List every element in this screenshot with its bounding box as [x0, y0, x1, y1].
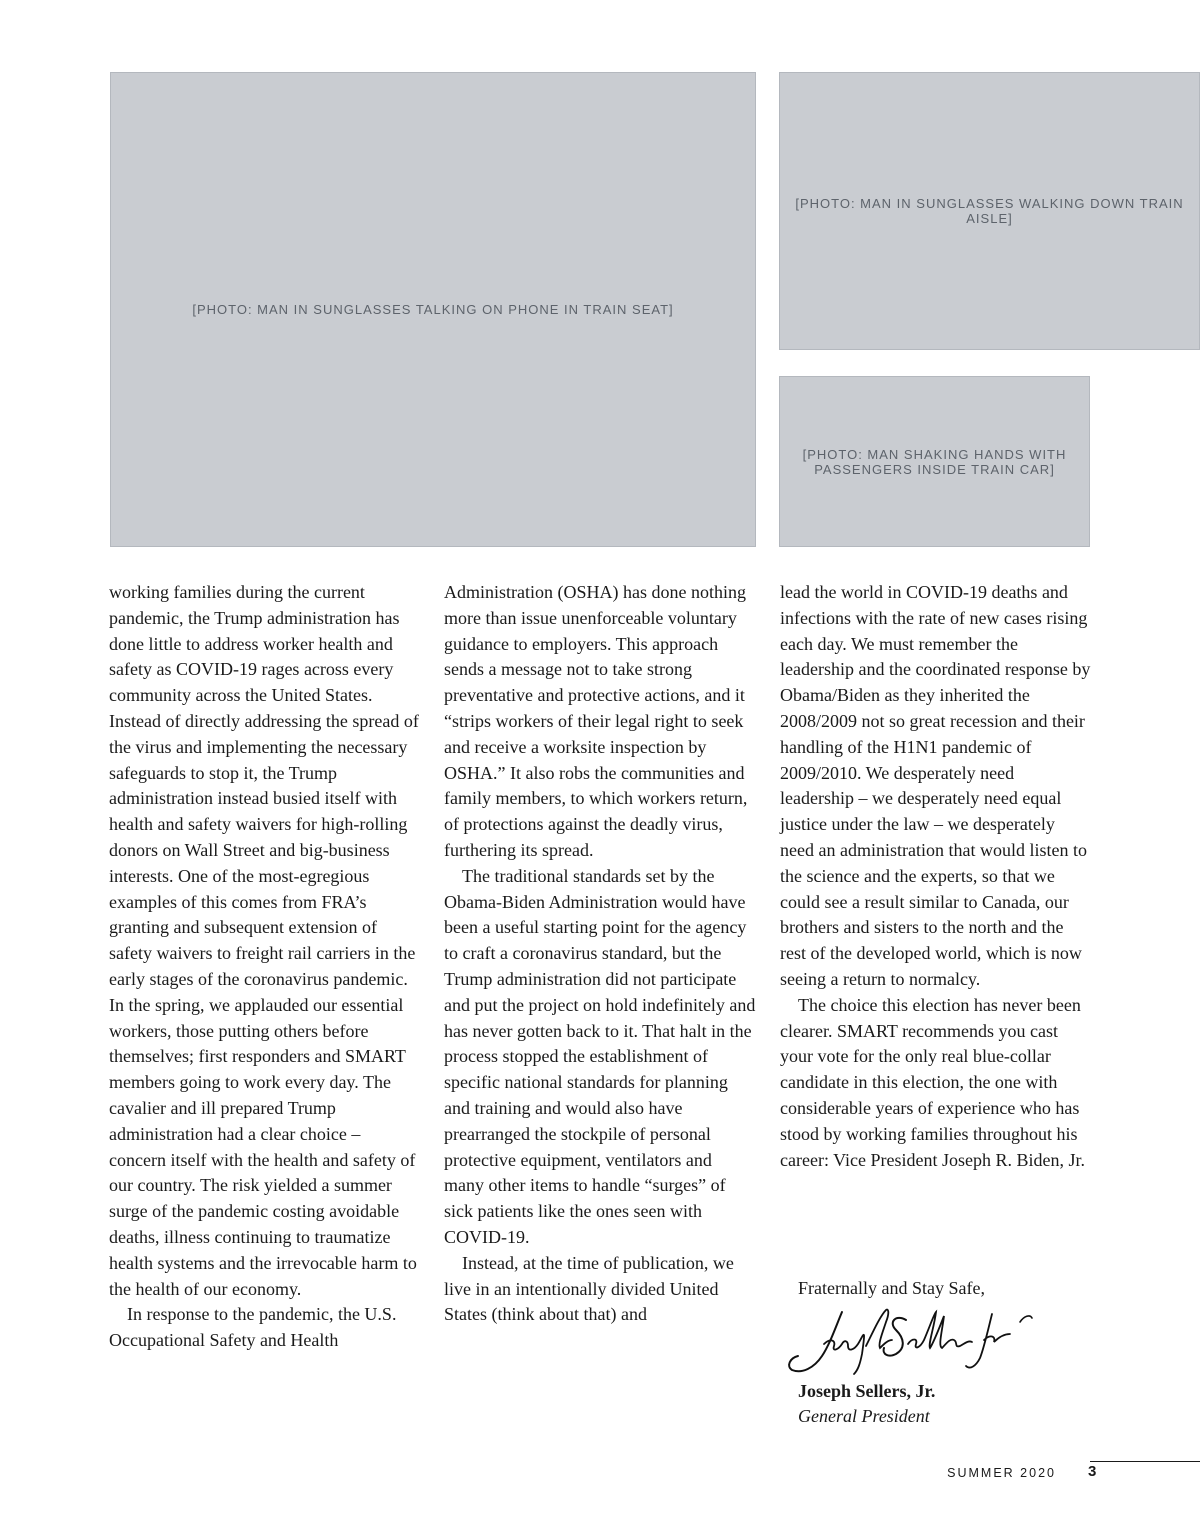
photo-top-right-caption: [PHOTO: MAN IN SUNGLASSES WALKING DOWN TRAIN AISLE]: [795, 196, 1184, 226]
photo-top-right: [779, 72, 1200, 350]
footer-rule: [1090, 1461, 1200, 1462]
photo-main: [110, 72, 756, 547]
photo-small-right: [779, 376, 1090, 547]
text-column-2: [444, 580, 756, 1328]
paragraph: Instead, at the time of publication, we live in an intentionally divided United States (think about that) and: [444, 1252, 734, 1325]
signer-title: General President: [798, 1406, 930, 1426]
paragraph: working families during the current pandemic, the Trump administration has done little to address worker health and safety as COVID-19 rages across every community across the United States. Instead of directly addressing the spread of the virus and implementing the necessary safeguards to stop it, the Trump administration instead busied itself with health and safety waivers for high-rolling donors on Wall Street and big-business interests. One of the most-egregious examples of this comes from FRA’s granting and subsequent extension of safety waivers to freight rail carriers in the early stages of the coronavirus pandemic. In the spring, we applauded our essential workers, those putting others before themselves; first responders and SMART members going to work every day. The cavalier and ill prepared Trump administration had a clear choice – concern itself with the health and safety of our country. The risk yielded a summer surge of the pandemic costing avoidable deaths, illness continuing to traumatize health systems and the irrevocable harm to the health of our economy.: [109, 582, 419, 1299]
photo-main-caption: [PHOTO: MAN IN SUNGLASSES TALKING ON PHONE IN TRAIN SEAT]: [192, 302, 674, 317]
page-number: 3: [1088, 1463, 1097, 1480]
paragraph: The choice this election has never been clearer. SMART recommends you cast your vote for the only real blue-collar candidate in this election, the one with considerable years of experience who has stood by working families throughout his career: Vice President Joseph R. Biden, Jr.: [780, 994, 1086, 1170]
photo-small-right-caption: [PHOTO: MAN SHAKING HANDS WITH PASSENGERS INSIDE TRAIN CAR]: [802, 446, 1067, 477]
text-column-1: [109, 580, 421, 1354]
paragraph: The traditional standards set by the Obama-Biden Administration would have been a useful starting point for the agency to craft a coronavirus standard, but the Trump administration did not participate and put the project on hold indefinitely and has never gotten back to it. That halt in the process stopped the establishment of specific national standards for planning and training and would also have prearranged the stockpile of personal protective equipment, ventilators and many other items to handle “surges” of sick patients like the ones seen with COVID-19.: [444, 865, 756, 1247]
text-column-3: [780, 580, 1092, 1173]
paragraph: In response to the pandemic, the U.S. Occupational Safety and Health: [109, 1304, 397, 1351]
closing-salutation: Fraternally and Stay Safe,: [798, 1278, 985, 1298]
signature-image: [784, 1304, 1044, 1382]
issue-label: SUMMER 2020: [947, 1466, 1056, 1480]
paragraph: Administration (OSHA) has done nothing more than issue unenforceable voluntary guidance to employers. This approach sends a message not to take strong preventative and protective actions, and it “strips workers of their legal right to seek and receive a worksite inspection by OSHA.” It also robs the communities and family members, to which workers return, of protections against the deadly virus, furthering its spread.: [444, 582, 748, 860]
paragraph: lead the world in COVID-19 deaths and infections with the rate of new cases rising each day. We must remember the leadership and the coordinated response by Obama/Biden as they inherited the 2008/2009 not so great recession and their handling of the H1N1 pandemic of 2009/2010. We desperately need leadership – we desperately need equal justice under the law – we desperately need an administration that would listen to the science and the experts, so that we could see a result similar to Canada, our brothers and sisters to the north and the rest of the developed world, which is now seeing a return to normalcy.: [780, 582, 1091, 989]
signer-name: Joseph Sellers, Jr.: [798, 1381, 936, 1401]
